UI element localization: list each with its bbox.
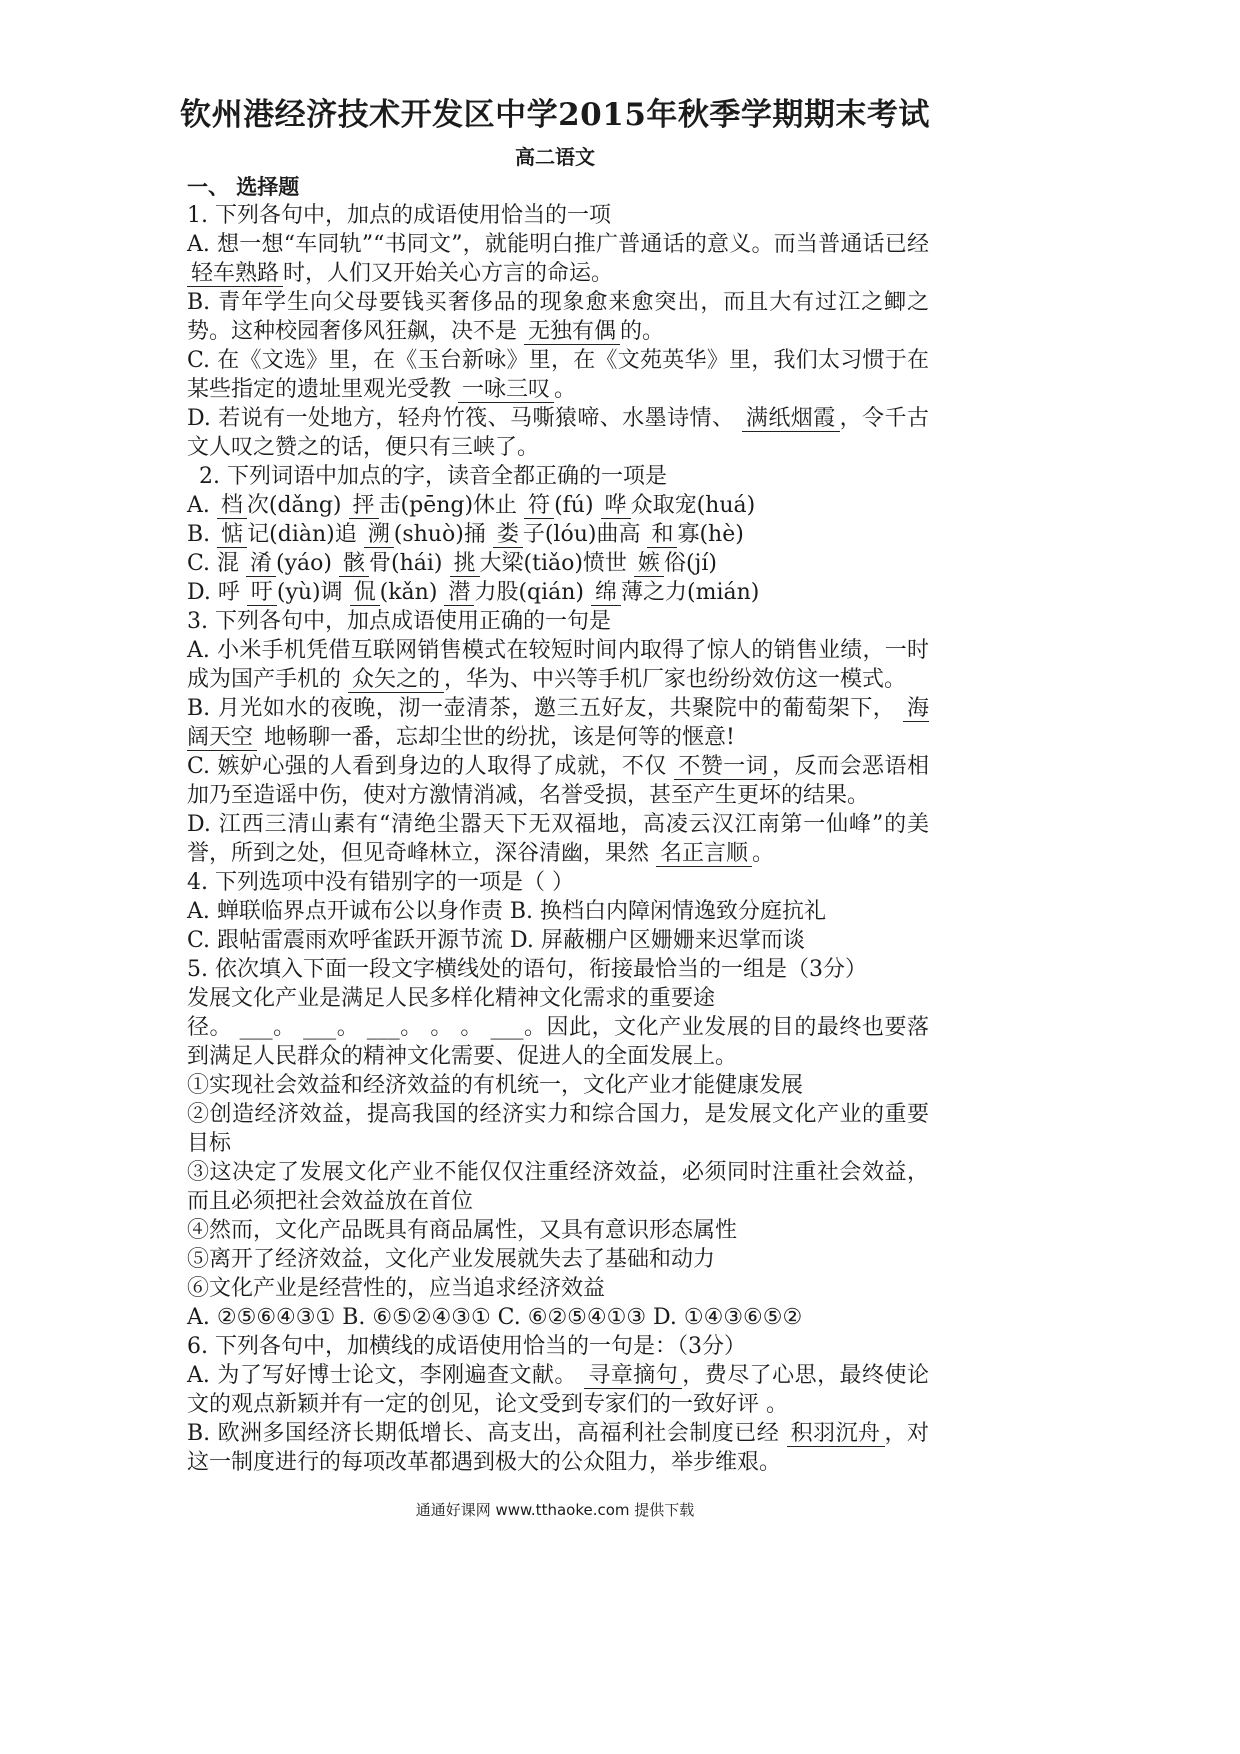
underlined-term: 档 <box>217 493 247 519</box>
underlined-term: 符 <box>524 493 554 519</box>
underlined-term: 众矢之的 <box>348 667 444 693</box>
text-run: B. 欧洲多国经济长期低增长、高支出，高福利社会制度已经 <box>187 1421 787 1446</box>
text-run: D. 呼 <box>187 580 247 605</box>
question-line <box>187 1216 929 1245</box>
text-run: C. 在《文选》里，在《玉台新咏》里，在《文苑英华》里，我们太习惯于在某些指定的遗址里观光受教 <box>187 348 929 402</box>
text-run: 。 <box>554 377 577 402</box>
underlined-term: 轻车熟路 <box>187 261 283 287</box>
question-stem <box>187 868 929 897</box>
text-run: ⑥文化产业是经营性的，应当追求经济效益 <box>187 1276 606 1301</box>
text-run: ，反而会恶语相加乃至造谣中伤，使对方激情消减，名誉受损，甚至产生更坏的结果。 <box>187 754 929 808</box>
question-line <box>187 346 929 404</box>
underlined-term: 淆 <box>246 551 276 577</box>
question-line <box>187 1361 929 1419</box>
question-stem <box>187 1332 929 1361</box>
underlined-term: 寻章摘句 <box>584 1363 682 1389</box>
text-run: 径。 ___。 ___。 ___。 。 。 ___。因此，文化产业发展的目的最终也要落到满足人民群众的精神文化需要、促进人的全面发展上。 <box>187 1015 929 1069</box>
text-run: 3. 下列各句中，加点成语使用正确的一句是 <box>187 609 611 634</box>
underlined-term: 不赞一词 <box>674 754 772 780</box>
question-3 <box>187 607 929 868</box>
text-run: ，华为、中兴等手机厂家也纷纷效仿这一模式。 <box>444 667 907 692</box>
exam-title: 钦州港经济技术开发区中学2015年秋季学期期末考试 <box>180 97 930 133</box>
underlined-term: 潜 <box>444 580 474 606</box>
question-line <box>187 1274 929 1303</box>
text-run: (fú) <box>554 493 601 518</box>
question-1 <box>187 201 929 462</box>
text-run: (kǎn) <box>379 580 445 605</box>
underlined-term: 骸 <box>339 551 369 577</box>
underlined-term: 哗 <box>601 493 631 519</box>
text-run: 1. 下列各句中，加点的成语使用恰当的一项 <box>187 203 611 228</box>
question-line <box>187 491 929 520</box>
text-run: 薄之力(mián) <box>621 580 760 605</box>
text-run: 大梁(tiǎo)愤世 <box>479 551 634 576</box>
text-run: C. 跟帖雷震雨欢呼雀跃开源节流 D. 屏蔽棚户区姗姗来迟掌而谈 <box>187 928 805 953</box>
question-line <box>187 926 929 955</box>
text-run: A. 想一想“车同轨”“书同文”，就能明白推广普通话的意义。而当普通话已经 <box>187 232 929 257</box>
underlined-term: 名正言顺 <box>656 841 752 867</box>
text-run: ，令千古文人叹之赞之的话，便只有三峡了。 <box>187 406 929 460</box>
text-run: 。 <box>752 841 775 866</box>
text-run: 2. 下列词语中加点的字，读音全都正确的一项是 <box>199 464 667 489</box>
text-run: 寡(hè) <box>677 522 744 547</box>
underlined-term: 嫉 <box>634 551 664 577</box>
underlined-term: 抨 <box>349 493 379 519</box>
text-run: 6. 下列各句中，加横线的成语使用恰当的一句是：（3分） <box>187 1334 746 1359</box>
underlined-term: 吁 <box>247 580 277 606</box>
text-run: ③这决定了发展文化产业不能仅仅注重经济效益，必须同时注重社会效益，而且必须把社会效益放在首位 <box>187 1160 929 1214</box>
text-run: 4. 下列选项中没有错别字的一项是（ ） <box>187 870 574 895</box>
underlined-term: 挑 <box>450 551 480 577</box>
text-run: 5. 依次填入下面一段文字横线处的语句，衔接最恰当的一组是（3分） <box>187 957 867 982</box>
text-run: 击(pēng)休止 <box>378 493 525 518</box>
text-run: A. ②⑤⑥④③① B. ⑥⑤②④③① C. ⑥②⑤④①③ D. ①④③⑥⑤② <box>187 1305 803 1330</box>
text-run: ②创造经济效益，提高我国的经济实力和综合国力，是发展文化产业的重要目标 <box>187 1102 929 1156</box>
question-2 <box>187 462 929 607</box>
text-run: 的。 <box>620 319 665 344</box>
underlined-term: 一咏三叹 <box>458 377 554 403</box>
underlined-term: 无独有偶 <box>524 319 620 345</box>
question-stem <box>187 201 929 230</box>
question-stem <box>187 462 929 491</box>
question-line <box>187 897 929 926</box>
question-line <box>187 230 929 288</box>
question-line <box>187 694 929 752</box>
question-list <box>187 201 929 1477</box>
question-line <box>187 1100 929 1158</box>
question-line <box>187 1419 929 1477</box>
text-run: 众取宠(huá) <box>630 493 756 518</box>
question-line <box>187 520 929 549</box>
text-run: (yù)调 <box>276 580 350 605</box>
question-line <box>187 984 929 1013</box>
question-line <box>187 288 929 346</box>
question-line <box>187 752 929 810</box>
text-run: ⑤离开了经济效益，文化产业发展就失去了基础和动力 <box>187 1247 716 1272</box>
question-line <box>187 404 929 462</box>
underlined-term: 积羽沉舟 <box>787 1421 885 1447</box>
text-run: (shuò)捅 <box>393 522 493 547</box>
question-line <box>187 578 929 607</box>
text-run: (yáo) <box>276 551 339 576</box>
question-4 <box>187 868 929 955</box>
underlined-term: 绵 <box>591 580 621 606</box>
text-run: 时，人们又开始关心方言的命运。 <box>283 261 614 286</box>
question-5 <box>187 955 929 1332</box>
text-run: 发展文化产业是满足人民多样化精神文化需求的重要途 <box>187 986 716 1011</box>
question-line <box>187 810 929 868</box>
text-run: ①实现社会效益和经济效益的有机统一，文化产业才能健康发展 <box>187 1073 804 1098</box>
section-heading: 一、 选择题 <box>187 174 300 199</box>
exam-subject: 高二语文 <box>515 145 595 169</box>
underlined-term: 海阔天空 <box>187 696 929 750</box>
text-run: ④然而，文化产品既具有商品属性，又具有意识形态属性 <box>187 1218 738 1243</box>
underlined-term: 惦 <box>217 522 247 548</box>
text-run: C. 混 <box>187 551 247 576</box>
question-line <box>187 1303 929 1332</box>
question-line <box>187 1071 929 1100</box>
underlined-term: 娄 <box>493 522 523 548</box>
question-6 <box>187 1332 929 1477</box>
question-line <box>187 1158 929 1216</box>
text-run: A. 蝉联临界点开诚布公以身作责 B. 换档白内障闲情逸致分庭抗礼 <box>187 899 827 924</box>
text-run: C. 嫉妒心强的人看到身边的人取得了成就，不仅 <box>187 754 675 779</box>
question-line <box>187 1245 929 1274</box>
question-line <box>187 636 929 694</box>
text-run: D. 江西三清山素有“清绝尘嚣天下无双福地，高凌云汉江南第一仙峰”的美誉，所到之处，但见奇峰林立，深谷清幽，果然 <box>187 812 929 866</box>
text-run: A. 为了写好博士论文，李刚遍查文献。 <box>187 1363 585 1388</box>
underlined-term: 侃 <box>350 580 380 606</box>
question-line <box>187 1013 929 1071</box>
question-stem <box>187 955 929 984</box>
underlined-term: 和 <box>647 522 677 548</box>
text-run: 子(lóu)曲高 <box>522 522 648 547</box>
question-stem <box>187 607 929 636</box>
text-run: B. <box>187 522 218 547</box>
text-run: A. <box>187 493 217 518</box>
footer-source: 通通好课网 www.tthaoke.com 提供下载 <box>415 1501 695 1519</box>
text-run: ，对这一制度进行的每项改革都遇到极大的公众阻力，举步维艰。 <box>187 1421 929 1475</box>
text-run: 俗(jí) <box>663 551 717 576</box>
text-run: 力股(qián) <box>474 580 592 605</box>
text-run: 记(diàn)追 <box>247 522 364 547</box>
text-run: 次(dǎng) <box>246 493 349 518</box>
text-run: D. 若说有一处地方，轻舟竹筏、马嘶猿啼、水墨诗情、 <box>187 406 742 431</box>
underlined-term: 满纸烟霞 <box>742 406 840 432</box>
text-run: B. 青年学生向父母要钱买奢侈品的现象愈来愈突出，而且大有过江之鲫之势。这种校园奢侈风狂飙，决不是 <box>187 290 929 344</box>
text-run: 骨(hái) <box>369 551 450 576</box>
exam-body <box>187 172 929 1477</box>
question-line <box>187 549 929 578</box>
text-run: 地畅聊一番，忘却尘世的纷扰，该是何等的惬意! <box>257 725 735 750</box>
underlined-term: 溯 <box>364 522 394 548</box>
text-run: ，费尽了心思，最终使论文的观点新颖并有一定的创见，论文受到专家们的一致好评 。 <box>187 1363 929 1417</box>
text-run: B. 月光如水的夜晚，沏一壶清茶，邀三五好友，共聚院中的葡萄架下， <box>187 696 903 721</box>
text-run: A. 小米手机凭借互联网销售模式在较短时间内取得了惊人的销售业绩，一时成为国产手机的 <box>187 638 929 692</box>
